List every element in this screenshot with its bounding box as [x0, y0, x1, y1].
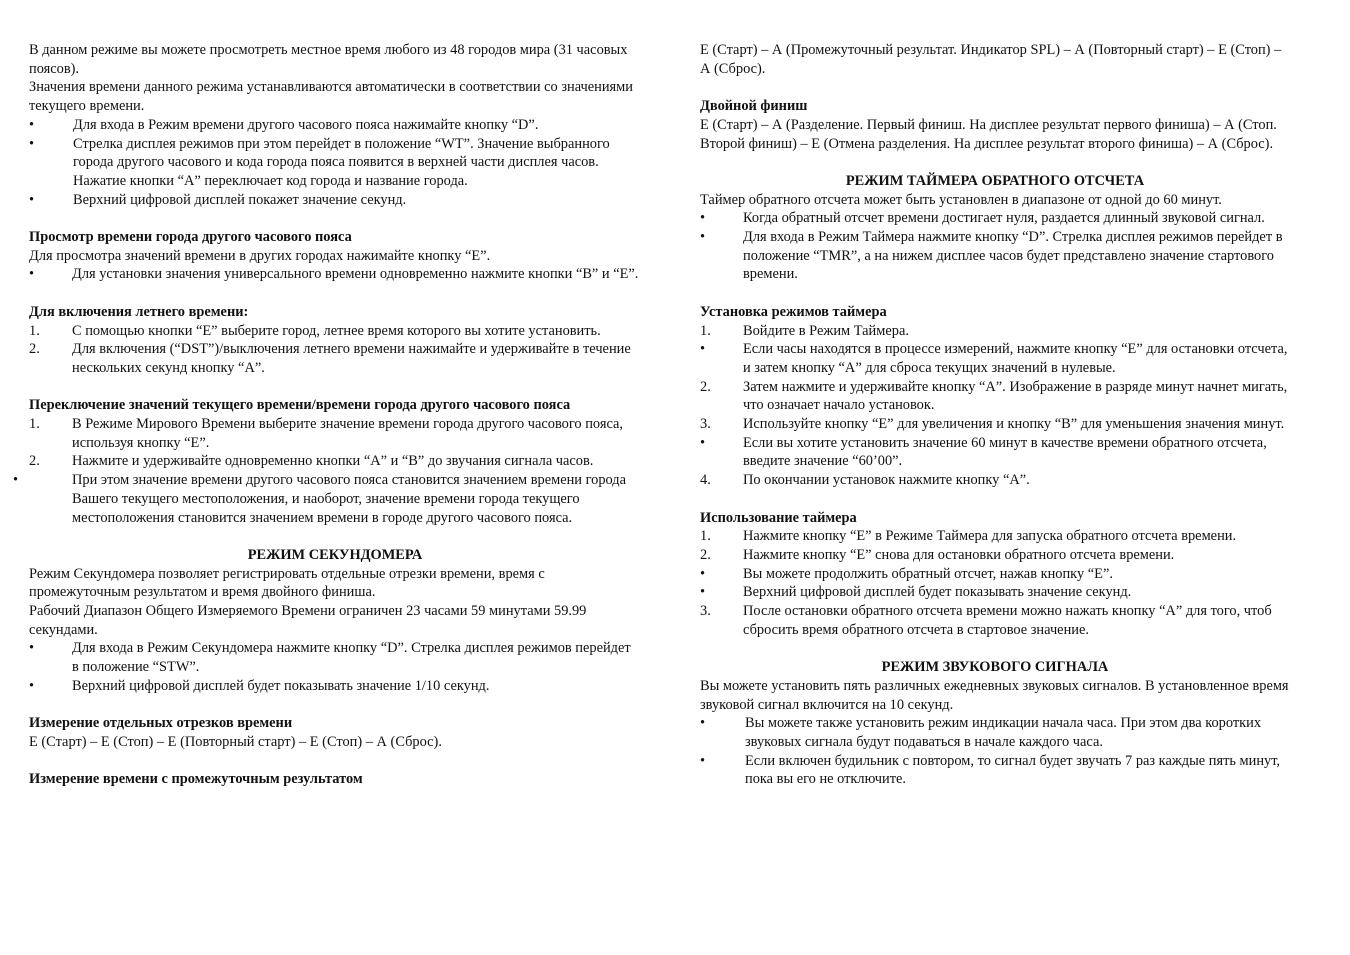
number-marker: 1.: [29, 322, 40, 339]
bullet-marker: •: [700, 565, 706, 582]
list-item: [700, 752, 1290, 789]
list-item: [700, 471, 1290, 490]
list-item: [13, 471, 641, 527]
list-item-text: Для входа в Режим Секундомера нажмите кнопку “D”. Стрелка дисплея режимов перейдет в положение “STW”.: [72, 640, 631, 676]
list-item: [700, 322, 1290, 341]
list-item-text: Если часы находятся в процессе измерений, нажмите кнопку “Е” для остановки отсчета, и затем кнопку “А” для сброса текущих значений в нулевые.: [743, 341, 1288, 376]
bullet-marker: •: [700, 715, 706, 732]
intro-paragraph-2: Значения времени данного режима устанавливаются автоматически в соответствии со значениями текущего времени.: [29, 79, 633, 115]
list-item: [29, 340, 641, 377]
list-item-text: В Режиме Мирового Времени выберите значение времени города другого часового пояса, используя кнопку “E”.: [72, 416, 624, 451]
list-item: [700, 602, 1290, 639]
list-item-text: Если вы хотите установить значение 60 минут в качестве времени обратного отсчета, введите значение “60’00”.: [743, 434, 1267, 470]
list-item-text: Для включения (“DST”)/выключения летнего времени нажимайте и удерживайте в течение нескольких секунд кнопку “А”.: [72, 341, 631, 376]
bullet-marker: •: [13, 472, 19, 489]
list-item: [700, 340, 1290, 377]
list-item-text: Стрелка дисплея режимов при этом перейдет в положение “WT”. Значение выбранного города другого часового и кода города пояса появится в верхней части дисплея часов. Нажатие кнопки “А” переключает код города и название города.: [73, 135, 610, 189]
paragraph: Режим Секундомера позволяет регистрировать отдельные отрезки времени, время с промежуточным результатом и время двойного финиша.: [29, 565, 545, 601]
number-marker: 1.: [29, 416, 40, 433]
bullet-marker: •: [700, 434, 706, 451]
section-heading: Измерение отдельных отрезков времени: [29, 715, 293, 732]
right-column: [700, 41, 1290, 789]
list-item-text: Для входа в Режим Таймера нажмите кнопку “D”. Стрелка дисплея режимов перейдет в положение “TMR”, а на нижем дисплее часов будет представлено значение стартового времени.: [743, 229, 1283, 283]
number-marker: 1.: [700, 528, 711, 545]
bullet-marker: •: [700, 229, 706, 245]
list-item: [700, 583, 1290, 602]
paragraph: Для просмотра значений времени в других городах нажимайте кнопку “E”.: [29, 247, 491, 264]
list-item-text: Когда обратный отсчет времени достигает нуля, раздается длинный звуковой сигнал.: [743, 210, 1265, 227]
section-title: РЕЖИМ ЗВУКОВОГО СИГНАЛА: [881, 659, 1109, 676]
list-item-text: По окончании установок нажмите кнопку “А”.: [743, 472, 1030, 489]
section-heading: Просмотр времени города другого часового пояса: [29, 229, 352, 246]
paragraph: Е (Старт) – А (Промежуточный результат. Индикатор SPL) – А (Повторный старт) – Е (Стоп) – А (Сброс).: [700, 42, 1282, 77]
number-marker: 2.: [29, 453, 40, 470]
paragraph: Е (Старт) – Е (Стоп) – Е (Повторный старт) – Е (Стоп) – А (Сброс).: [29, 733, 442, 750]
list-item: [29, 191, 641, 210]
list-item: [29, 116, 641, 135]
section-title: РЕЖИМ ТАЙМЕРА ОБРАТНОГО ОТСЧЕТА: [845, 172, 1145, 189]
list-item-text: Нажмите кнопку “Е” снова для остановки обратного отсчета времени.: [743, 546, 1175, 563]
list-item: [29, 322, 641, 341]
number-marker: 3.: [700, 603, 711, 620]
list-item: [700, 527, 1290, 546]
list-item-text: Затем нажмите и удерживайте кнопку “А”. Изображение в разряде минут начнет мигать, что означает начало установок.: [743, 378, 1288, 414]
list-item-text: С помощью кнопки “E” выберите город, летнее время которого вы хотите установить.: [72, 322, 601, 339]
list-item: [29, 639, 641, 676]
list-item-text: Вы можете продолжить обратный отсчет, нажав кнопку “Е”.: [743, 565, 1113, 582]
number-marker: 2.: [700, 546, 711, 563]
list-item-text: Нажмите кнопку “Е” в Режиме Таймера для запуска обратного отсчета времени.: [743, 528, 1237, 545]
bullet-marker: •: [700, 584, 706, 601]
list-item-text: Войдите в Режим Таймера.: [743, 322, 909, 339]
bullet-marker: •: [700, 341, 706, 358]
list-item-text: Нажмите и удерживайте одновременно кнопки “A” и “B” до звучания сигнала часов.: [72, 453, 594, 470]
list-item: [700, 209, 1290, 228]
bullet-marker: •: [29, 677, 35, 694]
list-item-text: Для входа в Режим времени другого часового пояса нажимайте кнопку “D”.: [73, 116, 539, 133]
list-item: [29, 677, 641, 696]
list-item: [700, 714, 1290, 751]
list-item-text: Если включен будильник с повтором, то сигнал будет звучать 7 раз каждые пять минут, пока вы его не отключите.: [745, 752, 1281, 788]
section-title: РЕЖИМ СЕКУНДОМЕРА: [247, 546, 423, 563]
bullet-marker: •: [700, 210, 706, 227]
number-marker: 2.: [700, 378, 711, 395]
bullet-marker: •: [29, 116, 35, 133]
list-item-text: При этом значение времени другого часового пояса становится значением времени города Вашего текущего местоположения, и наоборот, значение времени города текущего местоположения становится значением времени в городе другого часового пояса.: [72, 472, 627, 526]
left-column: [13, 41, 641, 789]
paragraph: Рабочий Диапазон Общего Измеряемого Времени ограничен 23 часами 59 минутами 59.99 секундами.: [29, 603, 587, 638]
list-item: [700, 434, 1290, 471]
list-item: [29, 452, 641, 471]
intro-paragraph: В данном режиме вы можете просмотреть местное время любого из 48 городов мира (31 часовых поясов).: [29, 42, 628, 77]
number-marker: 3.: [700, 416, 711, 433]
bullet-marker: •: [29, 191, 35, 208]
list-item-text: После остановки обратного отсчета времени можно нажать кнопку “А” для того, чтоб сбросить время обратного отсчета в стартовое значение.: [743, 603, 1272, 638]
list-item-text: Верхний цифровой дисплей будет показывать значение 1/10 секунд.: [72, 677, 490, 694]
list-item: [29, 265, 641, 284]
list-item-text: Верхний цифровой дисплей будет показывать значение секунд.: [743, 584, 1132, 601]
paragraph: Вы можете установить пять различных ежедневных звуковых сигналов. В установленное время звуковой сигнал включится на 10 секунд.: [700, 677, 1289, 713]
bullet-marker: •: [700, 752, 706, 769]
section-heading: Двойной финиш: [700, 98, 808, 115]
list-item: [700, 415, 1290, 434]
list-item: [29, 415, 641, 452]
list-item-text: Используйте кнопку “Е” для увеличения и кнопку “В” для уменьшения значения минут.: [743, 416, 1285, 433]
bullet-marker: •: [29, 266, 35, 283]
list-item-text: Вы можете также установить режим индикации начала часа. При этом два коротких звуковых сигнала будут подаваться в начале каждого часа.: [745, 715, 1262, 750]
list-item-text: Для установки значения универсального времени одновременно нажмите кнопки “B” и “E”.: [72, 266, 639, 283]
section-heading: Использование таймера: [700, 509, 857, 526]
list-item: [700, 228, 1290, 284]
section-heading: Измерение времени с промежуточным результатом: [29, 771, 363, 788]
bullet-marker: •: [29, 135, 35, 152]
list-item: [700, 565, 1290, 584]
number-marker: 1.: [700, 322, 711, 339]
section-heading: Для включения летнего времени:: [29, 303, 249, 320]
bullet-marker: •: [29, 640, 35, 657]
paragraph: Таймер обратного отсчета может быть установлен в диапазоне от одной до 60 минут.: [700, 191, 1222, 208]
section-heading: Переключение значений текущего времени/времени города другого часового пояса: [29, 397, 571, 414]
list-item-text: Верхний цифровой дисплей покажет значение секунд.: [73, 191, 407, 208]
section-heading: Установка режимов таймера: [700, 303, 887, 320]
list-item: [700, 378, 1290, 415]
list-item: [700, 546, 1290, 565]
number-marker: 2.: [29, 341, 40, 358]
list-item: [29, 135, 641, 191]
number-marker: 4.: [700, 472, 711, 489]
paragraph: Е (Старт) – А (Разделение. Первый финиш. На дисплее результат первого финиша) – А (Стоп. Второй финиш) – Е (Отмена разделения. На дисплее результат второго финиша) – А (Сброс).: [700, 116, 1277, 152]
